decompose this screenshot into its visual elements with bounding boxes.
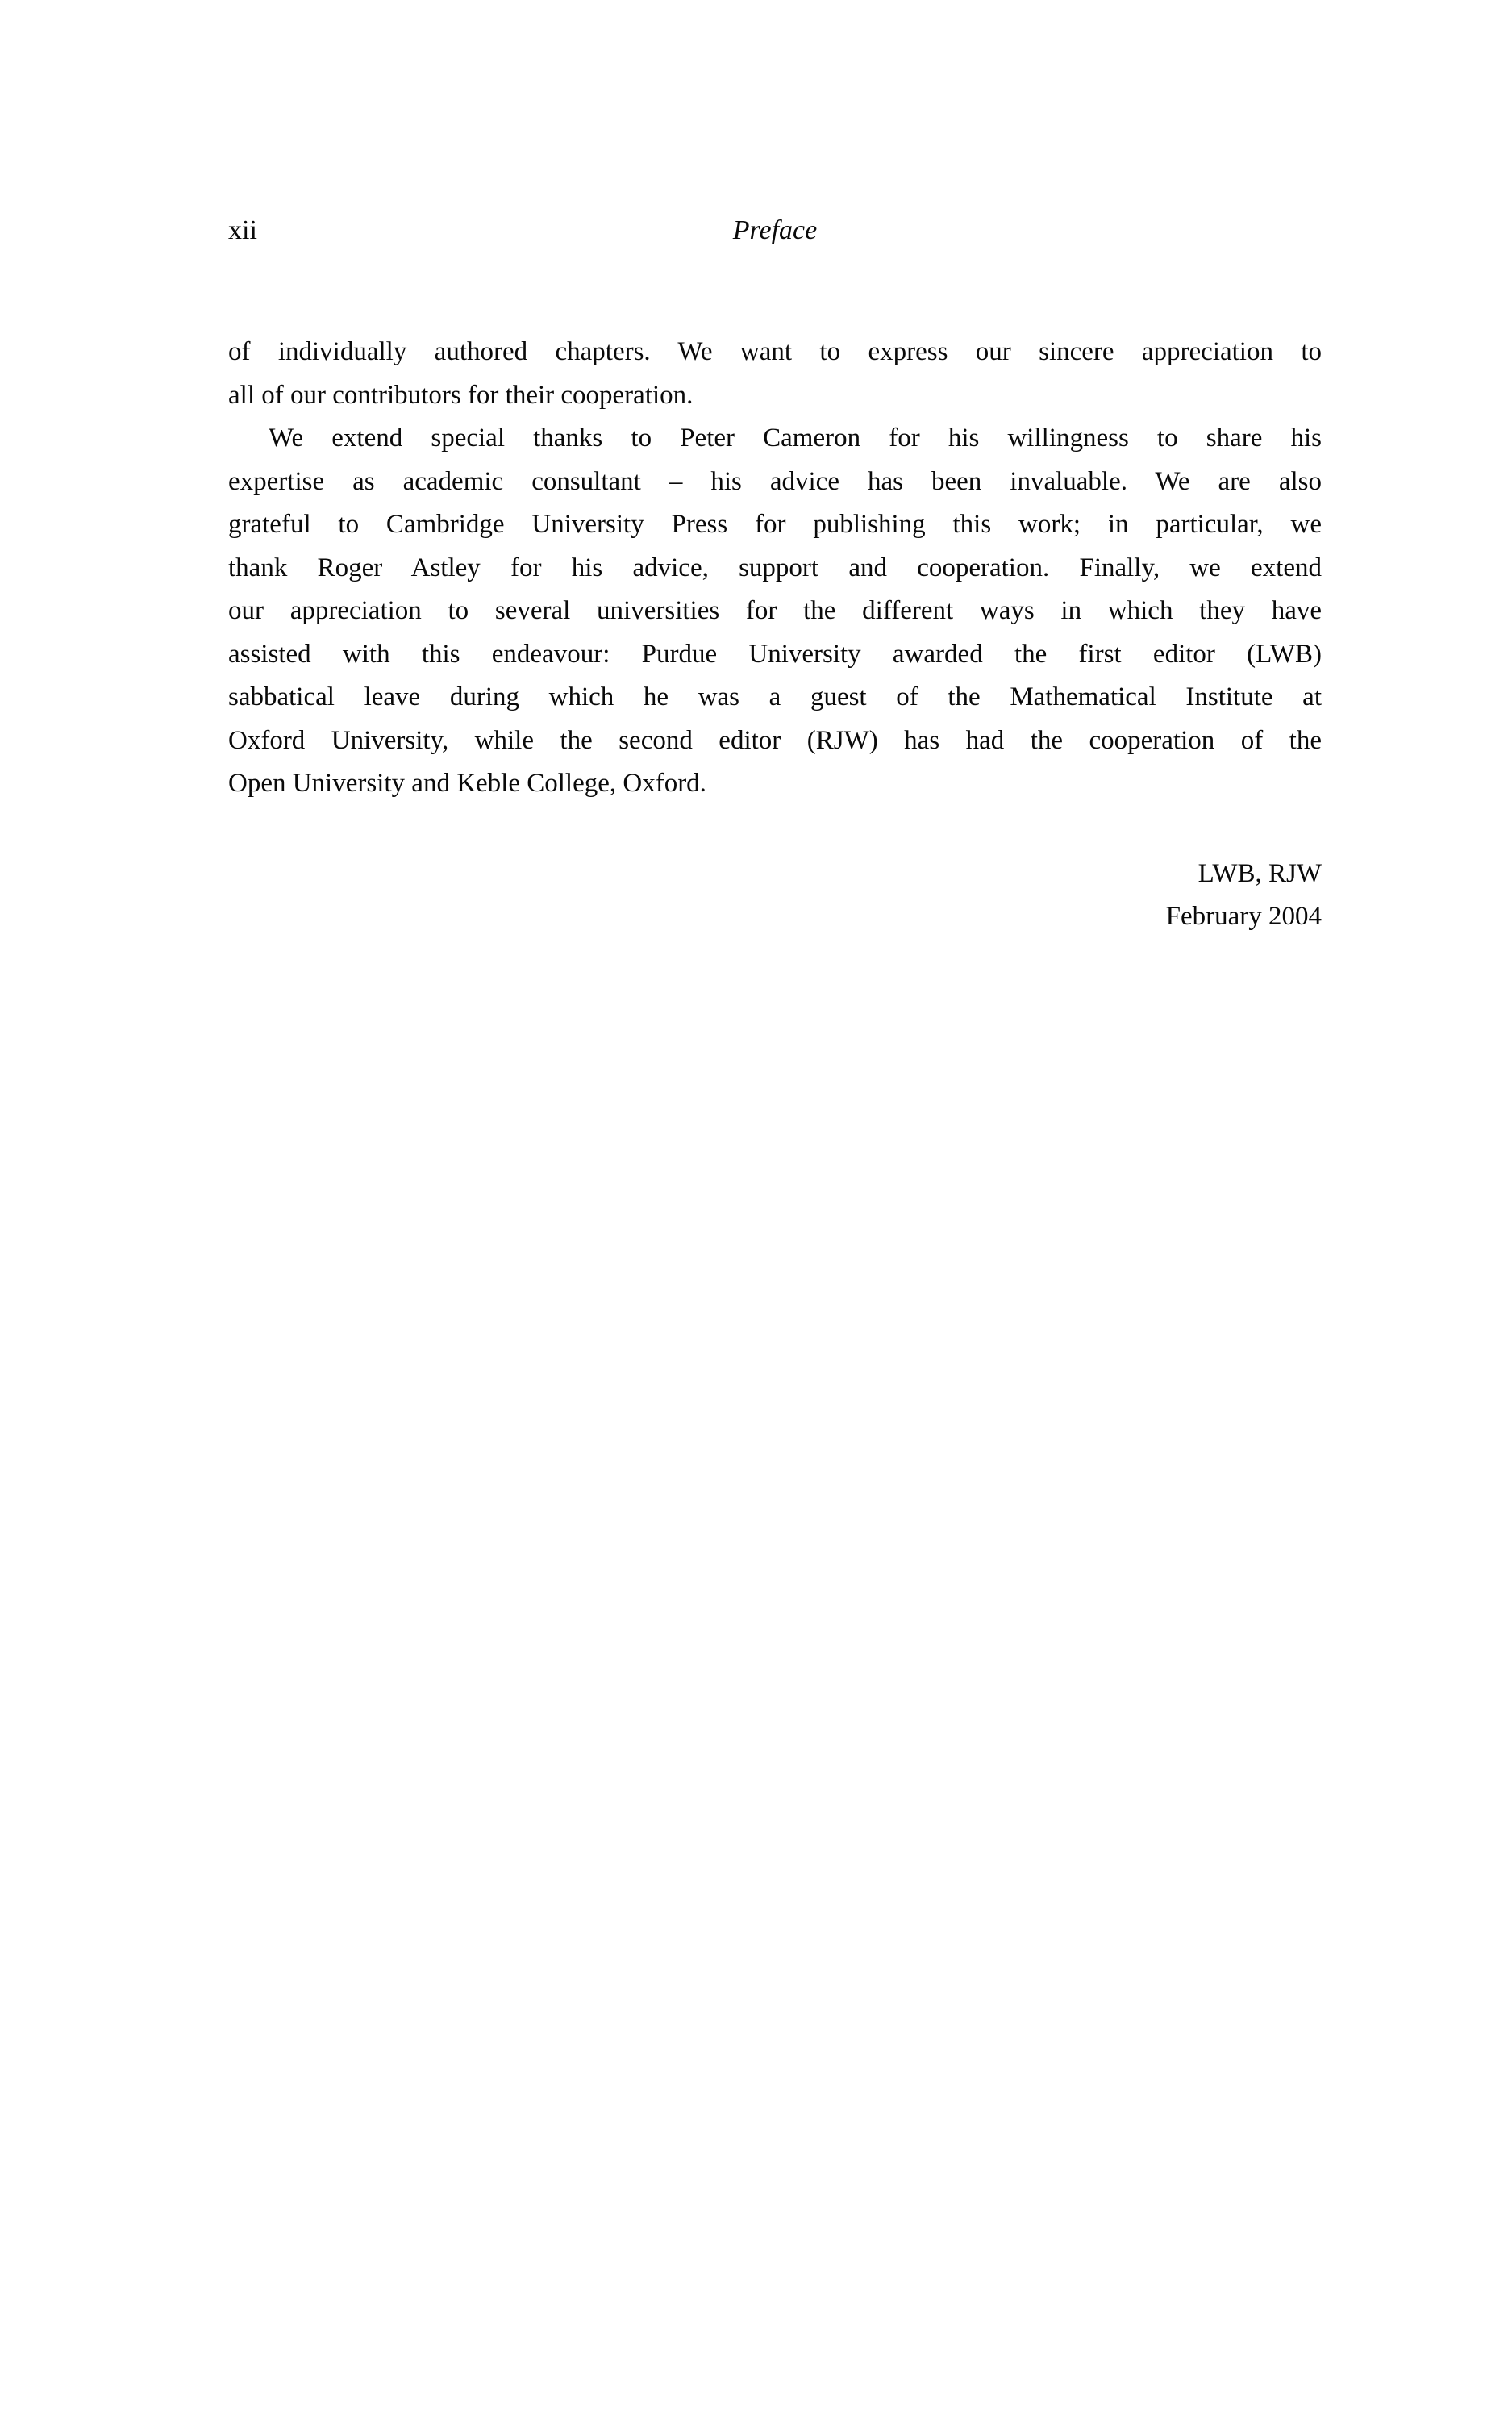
text-line: our appreciation to several universities for the different ways in which they have: [228, 596, 1322, 625]
text-line: February 2004: [1165, 902, 1322, 931]
text-line: LWB, RJW: [1198, 858, 1322, 888]
text-line: grateful to Cambridge University Press for publishing this work; in particular, we: [228, 510, 1322, 539]
text-line: of individually authored chapters. We want to express our sincere appreciation to: [228, 337, 1322, 366]
body-text: [228, 331, 1322, 939]
text-line: all of our contributors for their cooperation.: [228, 380, 694, 410]
text-line: assisted with this endeavour: Purdue University awarded the first editor (LWB): [228, 639, 1322, 669]
paragraph: [228, 417, 1322, 806]
page-number: xii: [228, 215, 257, 245]
text-line: Oxford University, while the second editor (RJW) has had the cooperation of the: [228, 725, 1322, 755]
text-line: We extend special thanks to Peter Cameron for his willingness to share his: [269, 424, 1322, 453]
text-line: sabbatical leave during which he was a guest of the Mathematical Institute at: [228, 682, 1322, 711]
signature-block: [228, 853, 1322, 939]
paragraph: [228, 331, 1322, 417]
running-header: [228, 213, 1322, 248]
text-line: Open University and Keble College, Oxford.: [228, 769, 706, 798]
text-line: expertise as academic consultant – his advice has been invaluable. We are also: [228, 466, 1322, 496]
running-head-title: Preface: [732, 215, 818, 245]
text-line: thank Roger Astley for his advice, support and cooperation. Finally, we extend: [228, 553, 1322, 582]
